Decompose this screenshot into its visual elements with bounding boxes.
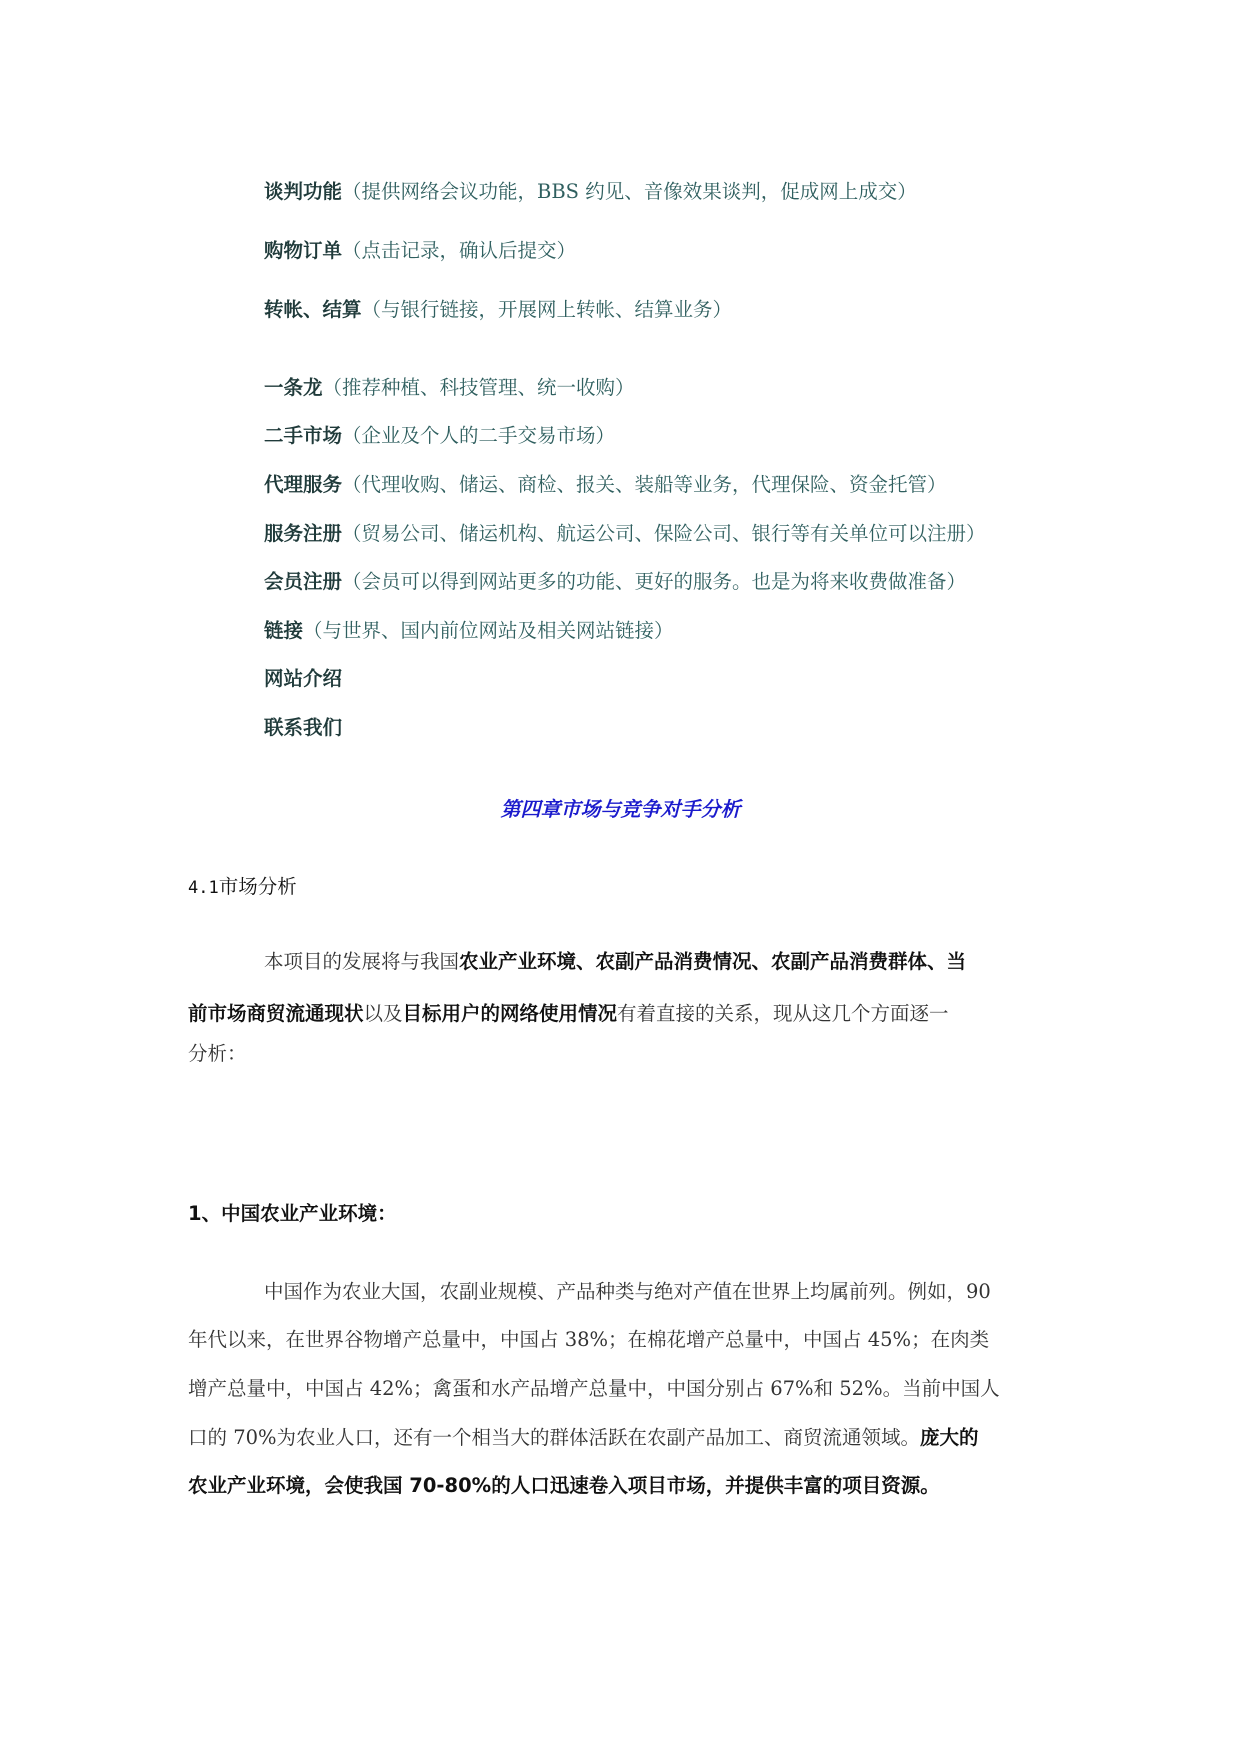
body-line: 农业产业环境，会使我国 70-80%的人口迅速卷入项目市场，并提供丰富的项目资源。 [188, 1474, 940, 1497]
feature-desc: （会员可以得到网站更多的功能、更好的服务。也是为将来收费做准备） [342, 570, 967, 593]
body-line: 年代以来，在世界谷物增产总量中，中国占 38%；在棉花增产总量中，中国占 45%；在肉类 [188, 1328, 990, 1351]
intro-emphasis: 目标用户的网络使用情况 [402, 1002, 618, 1025]
feature-item [264, 665, 342, 693]
feature-item [264, 422, 615, 450]
section-number: 4.1 [188, 878, 219, 898]
feature-item [264, 374, 635, 402]
feature-item [264, 178, 917, 206]
body-line: 增产总量中，中国占 42%；禽蛋和水产品增产总量中，中国分别占 67%和 52%。当前中国人 [188, 1377, 1000, 1400]
feature-item [264, 520, 986, 548]
feature-term: 代理服务 [264, 473, 343, 496]
feature-item [264, 296, 732, 324]
feature-term: 谈判功能 [264, 180, 343, 203]
body-emphasis: 庞大的 [920, 1426, 979, 1449]
intro-text: 本项目的发展将与我国 [264, 950, 460, 973]
intro-emphasis: 农业产业环境、农副产品消费情况、农副产品消费群体、当 [459, 950, 967, 973]
feature-term: 二手市场 [264, 424, 343, 447]
intro-text: 以及 [363, 1002, 403, 1025]
feature-term: 购物订单 [264, 239, 343, 262]
feature-desc: （企业及个人的二手交易市场） [342, 424, 616, 447]
intro-line [264, 948, 966, 976]
body-text: 口的 70%为农业人口，还有一个相当大的群体活跃在农副产品加工、商贸流通领域。 [188, 1426, 921, 1449]
subsection-heading: 1、中国农业产业环境： [188, 1202, 397, 1225]
feature-desc: （与银行链接，开展网上转帐、结算业务） [361, 298, 733, 321]
feature-desc: （贸易公司、储运机构、航运公司、保险公司、银行等有关单位可以注册） [342, 522, 986, 545]
feature-desc: （推荐种植、科技管理、统一收购） [322, 376, 635, 399]
feature-item [264, 617, 674, 645]
feature-desc: （代理收购、储运、商检、报关、装船等业务，代理保险、资金托管） [342, 473, 947, 496]
feature-item [264, 714, 342, 742]
feature-item [264, 237, 576, 265]
feature-desc: （提供网络会议功能，BBS 约见、音像效果谈判，促成网上成交） [342, 180, 917, 203]
feature-item [264, 471, 947, 499]
intro-text: 有着直接的关系，现从这几个方面逐一 [617, 1002, 949, 1025]
intro-line [188, 1000, 949, 1028]
feature-term: 链接 [264, 619, 304, 642]
chapter-title: 第四章市场与竞争对手分析 [500, 797, 741, 821]
intro-emphasis: 前市场商贸流通现状 [188, 1002, 364, 1025]
feature-term: 转帐、结算 [264, 298, 362, 321]
feature-term: 会员注册 [264, 570, 343, 593]
body-line [188, 1424, 979, 1452]
section-heading [188, 873, 297, 902]
feature-item [264, 568, 966, 596]
feature-term: 联系我们 [264, 716, 343, 739]
feature-term: 一条龙 [264, 376, 323, 399]
intro-text: 分析： [188, 1042, 247, 1065]
feature-term: 服务注册 [264, 522, 343, 545]
feature-term: 网站介绍 [264, 667, 343, 690]
body-line: 中国作为农业大国，农副业规模、产品种类与绝对产值在世界上均属前列。例如，90 [264, 1280, 991, 1303]
intro-line [188, 1040, 247, 1068]
feature-desc: （点击记录，确认后提交） [342, 239, 577, 262]
feature-desc: （与世界、国内前位网站及相关网站链接） [303, 619, 674, 642]
section-title: 市场分析 [218, 875, 297, 898]
